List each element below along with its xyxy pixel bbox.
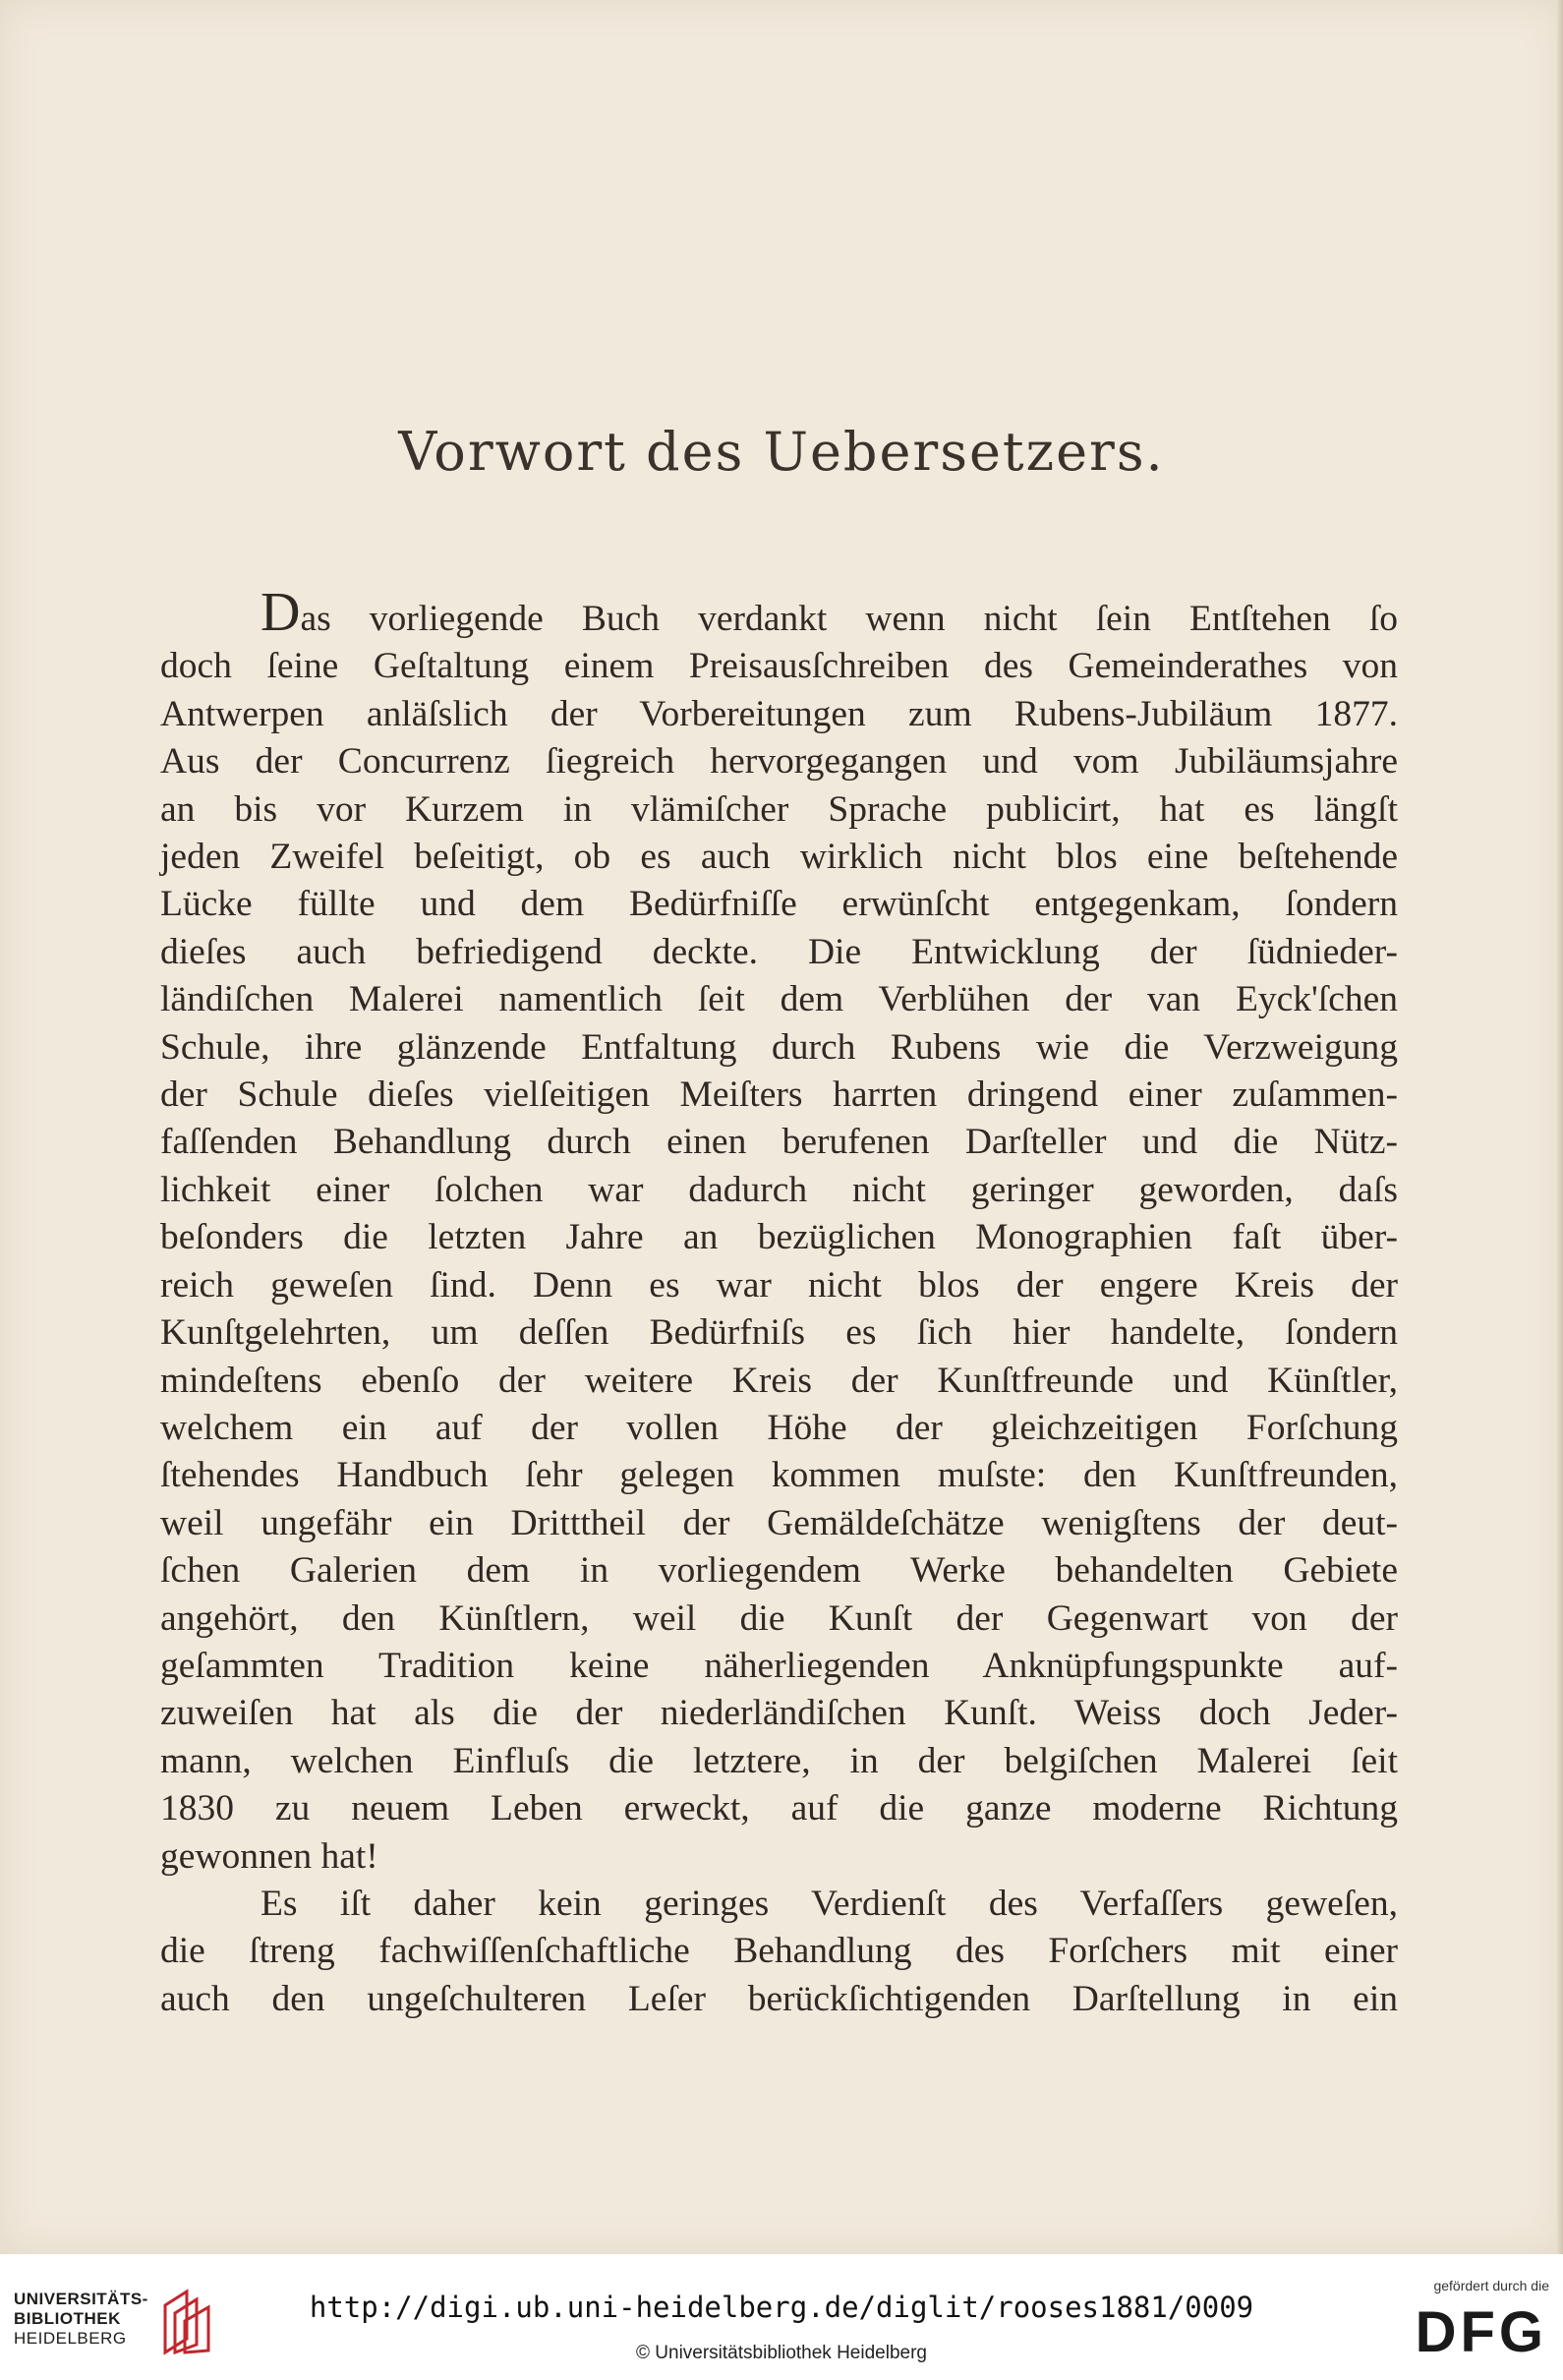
text-line: auch den ungeſchulteren Leſer berückſichtigenden Darſtellung in ein <box>160 1978 1398 2019</box>
text-line: faſſenden Behandlung durch einen berufenen Darſteller und die Nütz- <box>160 1122 1398 1163</box>
text-line: mindeſtens ebenſo der weitere Kreis der Kunſtfreunde und Künſtler, <box>160 1360 1398 1401</box>
dfg-logo[interactable]: DFG <box>1415 2300 1547 2364</box>
text-line: dieſes auch befriedigend deckte. Die Entwicklung der ſüdnieder- <box>160 931 1398 972</box>
text-line: Kunſtgelehrten, um deſſen Bedürfniſs es ſich hier handelte, ſondern <box>160 1312 1398 1354</box>
page-edge <box>1557 0 1563 2254</box>
text-line: jeden Zweifel beſeitigt, ob es auch wirklich nicht blos eine beſtehende <box>160 837 1398 878</box>
text-line: reich geweſen ſind. Denn es war nicht blos der engere Kreis der <box>160 1264 1398 1306</box>
text-line: ſchen Galerien dem in vorliegendem Werke behandelten Gebiete <box>160 1550 1398 1592</box>
text-line: lichkeit einer ſolchen war dadurch nicht geringer geworden, daſs <box>160 1169 1398 1210</box>
body-text <box>160 582 1398 2023</box>
footer-bar <box>0 2254 1563 2380</box>
text-line: Aus der Concurrenz ſiegreich hervorgegangen und vom Jubiläumsjahre <box>160 741 1398 783</box>
text-line: Lücke füllte und dem Bedürfniſſe erwünſcht entgegenkam, ſondern <box>160 884 1398 925</box>
text-line: zuweiſen hat als die der niederländiſchen Kunſt. Weiss doch Jeder- <box>160 1693 1398 1734</box>
text-line: doch ſeine Geſtaltung einem Preisausſchreiben des Gemeinderathes von <box>160 646 1398 687</box>
text-line: mann, welchen Einfluſs die letztere, in der belgiſchen Malerei ſeit <box>160 1740 1398 1781</box>
text-line: beſonders die letzten Jahre an bezüglichen Monographien faſt über- <box>160 1217 1398 1258</box>
text-line: ländiſchen Malerei namentlich ſeit dem Verblühen der van Eyck'ſchen <box>160 979 1398 1020</box>
text-line: an bis vor Kurzem in vlämiſcher Sprache publicirt, hat es längſt <box>160 788 1398 830</box>
text-line-1: Das vorliegende Buch verdankt wenn nicht ſein Entſtehen ſo <box>260 582 1398 643</box>
text-line: geſammten Tradition keine näherliegenden Anknüpfungspunkte auf- <box>160 1645 1398 1686</box>
text-line: ſtehendes Handbuch ſehr gelegen kommen muſste: den Kunſtfreunden, <box>160 1455 1398 1496</box>
funded-by-note: gefördert durch die <box>1433 2278 1549 2293</box>
copyright-notice: © Universitätsbibliothek Heidelberg <box>636 2343 927 2363</box>
text-line: der Schule dieſes vielſeitigen Meiſters harrten dringend einer zuſammen- <box>160 1074 1398 1116</box>
text-line: Es iſt daher kein geringes Verdienſt des Verfaſſers geweſen, <box>260 1883 1398 1924</box>
university-library-logo[interactable]: UNIVERSITÄTS- BIBLIOTHEK HEIDELBERG <box>14 2290 148 2348</box>
text-line: die ſtreng fachwiſſenſchaftliche Behandlung des Forſchers mit einer <box>160 1931 1398 1972</box>
text-line: gewonnen hat! <box>160 1835 378 1877</box>
text-line: weil ungefähr ein Dritttheil der Gemäldeſchätze wenigſtens der deut- <box>160 1502 1398 1543</box>
page-title: Vorwort des Uebersetzers. <box>398 421 1165 483</box>
text-line: angehört, den Künſtlern, weil die Kunſt der Gegenwart von der <box>160 1597 1398 1639</box>
drop-cap: D <box>260 582 301 643</box>
text-line: Schule, ihre glänzende Entfaltung durch Rubens wie die Verzweigung <box>160 1026 1398 1068</box>
permalink-url[interactable]: http://digi.ub.uni-heidelberg.de/diglit/rooses1881/0009 <box>309 2291 1254 2324</box>
text-line: Antwerpen anläſslich der Vorbereitungen zum Rubens-Jubiläum 1877. <box>160 693 1398 734</box>
text-line: welchem ein auf der vollen Höhe der gleichzeitigen Forſchung <box>160 1407 1398 1448</box>
text-line: 1830 zu neuem Leben erweckt, auf die ganze moderne Richtung <box>160 1788 1398 1829</box>
